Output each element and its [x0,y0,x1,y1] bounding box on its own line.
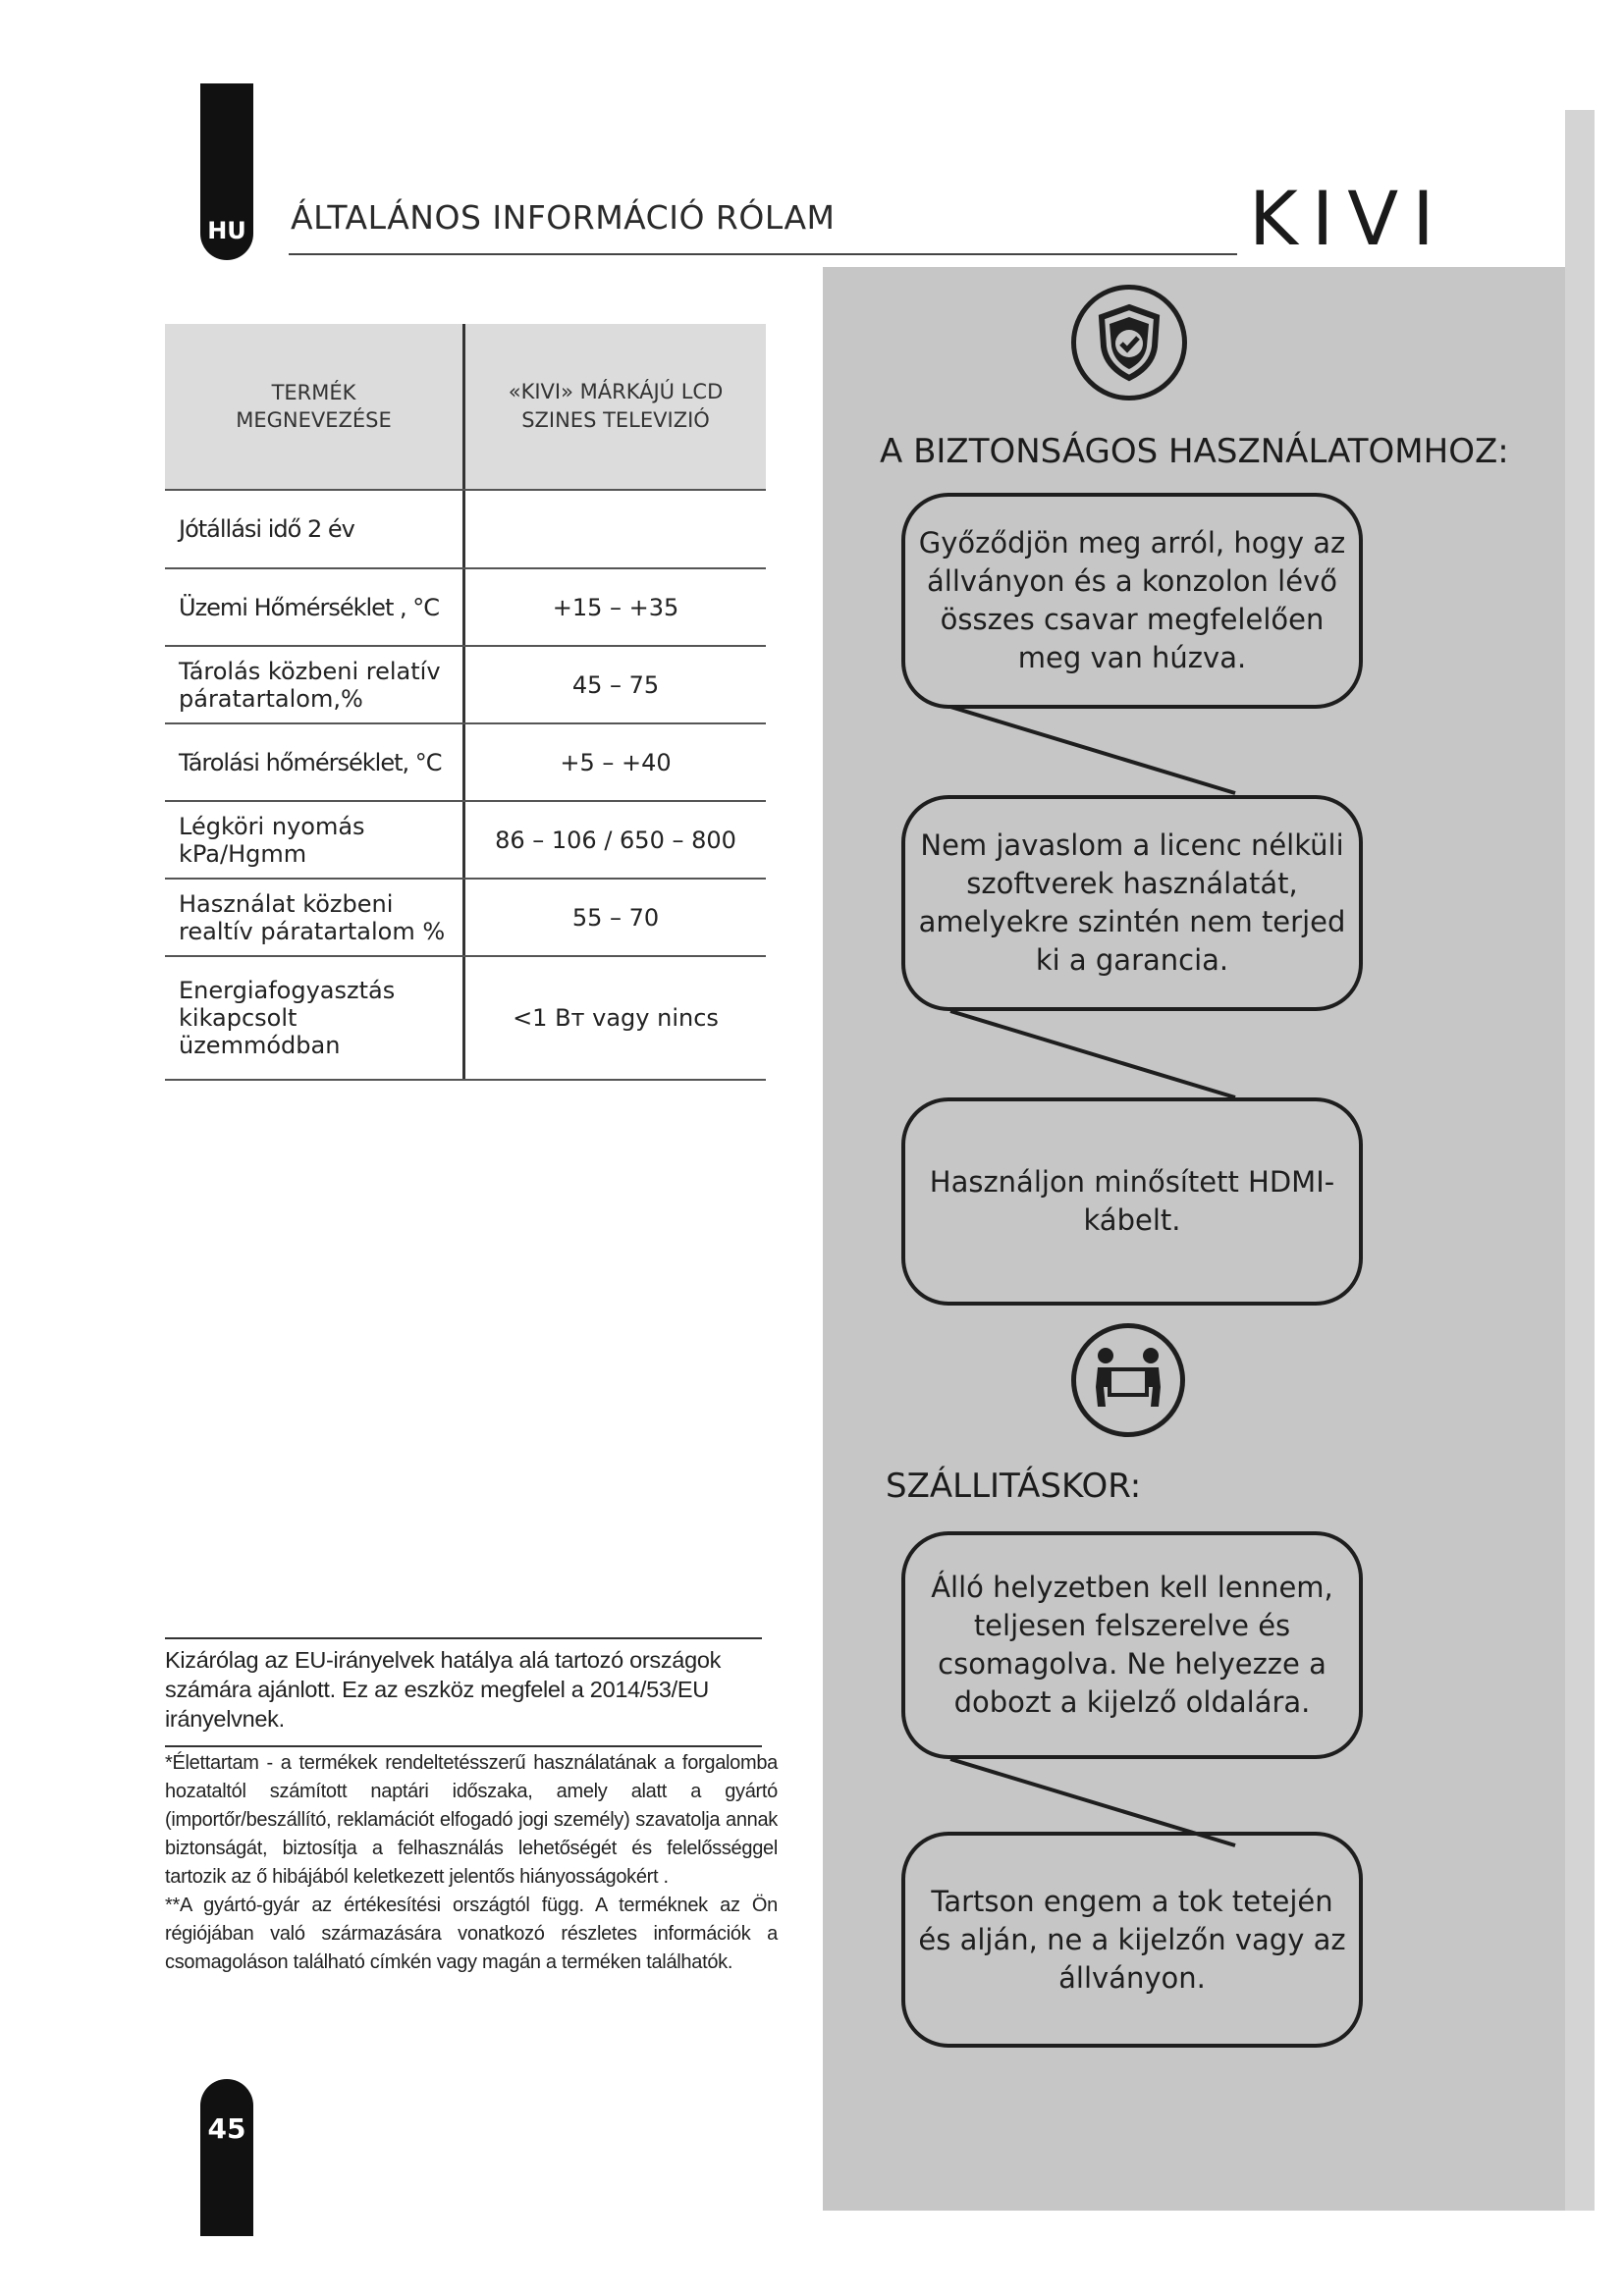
lifetime-footnote: *Élettartam - a termékek rendeltetésszerű használatának a forgalomba hozataltól számított naptári időszaka, amely alatt a gyártó (importőr/beszállító, reklamációt elfogadó jogi személy) szavatolja annak biztonságát, biztosítja a felhasználás lehetőségét és felelősséggel tartozik az ő hibájából keletkezett jelentős hiányosságokért . [165,1752,778,1888]
two-people-carrying-tv-icon [1071,1323,1185,1437]
spec-value [465,491,766,567]
spec-table-header [165,324,766,489]
spec-header-product: TERMÉK MEGNEVEZÉSE [165,324,465,489]
header-divider [289,253,1237,255]
page-number-tab [200,2079,253,2236]
spec-value: 45 – 75 [571,670,660,699]
spec-value: +5 – +40 [560,748,672,776]
spec-label: Tárolási hőmérséklet, °C [165,724,465,800]
spec-header-model: «KIVI» MÁRKÁJÚ LCD SZINES TELEVIZIÓ [508,380,724,432]
spec-row-storage-temp [165,722,766,800]
page-edge-strip [1565,110,1595,2211]
transport-tip-upright: Álló helyzetben kell lennem, teljesen felszerelve és csomagolva. Ne helyezze a dobozt a kijelző oldalára. [901,1531,1363,1759]
manufacturer-footnote: **A gyártó-gyár az értékesítési országtól függ. A terméknek az Ön régiójában való származására vonatkozó részletes információk a csomagoláson található címkén vagy magán a terméken találhatók. [165,1895,778,1973]
spec-value: <1 Вт vagy nincs [513,1004,719,1032]
safety-tip-software: Nem javaslom a licenc nélküli szoftverek használatát, amelyekre szintén nem terjed ki a garancia. [901,795,1363,1011]
spec-label: Tárolás közbeni relatív páratartalom,% [165,647,465,722]
spec-label: Jótállási idő 2 év [165,491,465,567]
transport-section-title: SZÁLLITÁSKOR: [886,1467,1142,1506]
brand-logo: KIVI [1249,175,1448,262]
safety-section-title: A BIZTONSÁGOS HASZNÁLATOMHOZ: [880,432,1509,471]
spec-table [165,324,766,1081]
safety-tip-hdmi: Használjon minősített HDMI-kábelt. [901,1097,1363,1306]
spec-row-operating-temp [165,567,766,645]
footnotes [165,1749,778,1977]
spec-label: Üzemi Hőmérséklet , °C [165,569,465,645]
page-title: ÁLTALÁNOS INFORMÁCIÓ RÓLAM [291,198,836,237]
notes-divider [165,1637,762,1639]
page-number: 45 [207,2112,246,2145]
spec-label: Használat közbeni realtív páratartalom % [165,880,465,955]
spec-row-pressure [165,800,766,878]
spec-row-warranty [165,489,766,567]
eu-compliance-note: Kizárólag az EU-irányelvek hatálya alá tartozó országok számára ajánlott. Ez az eszköz megfelel a 2014/53/EU irányelvnek. [165,1647,722,1732]
language-code: HU [207,217,246,244]
spec-row-usage-humidity [165,878,766,955]
spec-value: 86 – 106 / 650 – 800 [495,826,736,854]
language-tab [200,83,253,260]
spec-value: 55 – 70 [571,903,660,932]
safety-tip-screws: Győződjön meg arról, hogy az állványon és a konzolon lévő összes csavar megfelelően meg van húzva. [901,493,1363,709]
spec-value: +15 – +35 [552,593,679,621]
notes-divider [165,1745,762,1747]
spec-row-standby-power [165,955,766,1081]
transport-tip-hold: Tartson engem a tok tetején és alján, ne a kijelzőn vagy az állványon. [901,1832,1363,2048]
spec-label: Energiafogyasztás kikapcsolt üzemmódban [165,957,465,1079]
spec-label: Légköri nyomás kPa/Hgmm [165,802,465,878]
spec-row-storage-humidity [165,645,766,722]
